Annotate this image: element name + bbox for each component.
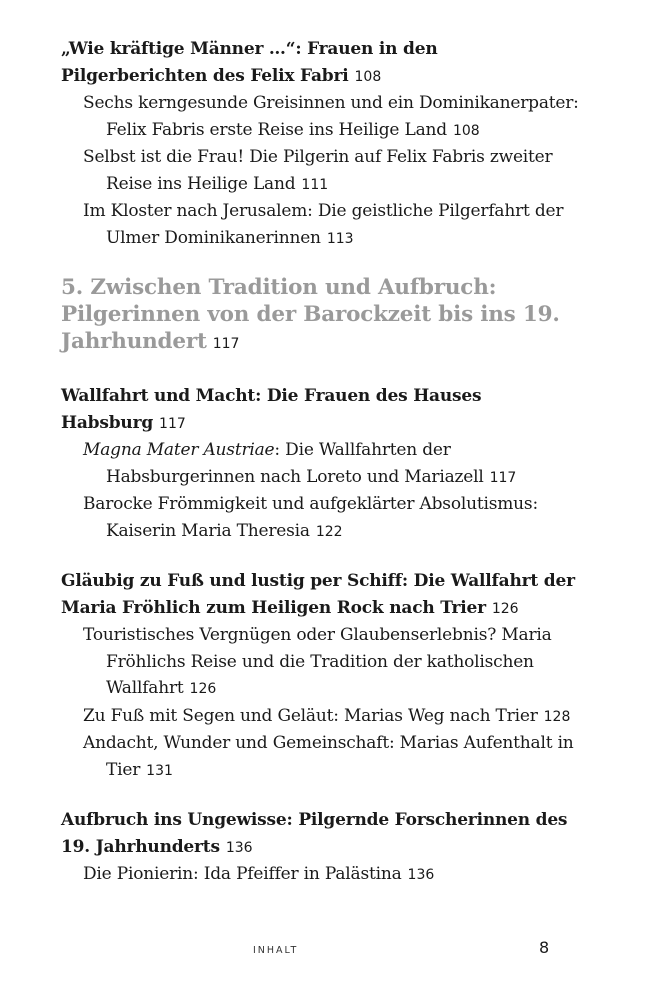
- toc-subentry: [61, 703, 581, 731]
- toc-subentry-title: Touristisches Vergnügen oder Glaubenserlebnis? Maria Fröhlichs Reise und die Tradition der katholischen Wallfahrt: [83, 625, 552, 698]
- toc-subentry-title: : Die Wallfahrten der Habsburgerinnen nach Loreto und Mariazell: [106, 440, 484, 487]
- folio-page-number: 8: [539, 938, 550, 957]
- toc-subentry-title: Barocke Frömmigkeit und aufgeklärter Absolutismus: Kaiserin Maria Theresia: [83, 494, 538, 541]
- toc-page-number: 136: [407, 867, 435, 883]
- toc-subentry: [61, 198, 581, 252]
- toc-page-number: 108: [354, 68, 382, 85]
- toc-chapter-title: 5. Zwischen Tradition und Aufbruch: Pilgerinnen von der Barockzeit bis ins 19. Jahrhundert: [61, 275, 560, 354]
- toc-subentry: [61, 144, 581, 198]
- toc-subentry-title: Andacht, Wunder und Gemeinschaft: Marias Aufenthalt in Tier: [83, 733, 574, 780]
- toc-section-heading: [61, 36, 581, 90]
- toc-section-heading: [61, 807, 581, 861]
- toc-section-title: Wallfahrt und Macht: Die Frauen des Hauses Habsburg: [61, 386, 482, 433]
- toc-chapter-heading: [61, 274, 581, 358]
- toc-page-number: 122: [315, 523, 343, 540]
- toc-subentry-title: Im Kloster nach Jerusalem: Die geistliche Pilgerfahrt der Ulmer Dominikanerinnen: [83, 201, 564, 248]
- toc-section-heading: [61, 383, 581, 437]
- toc-subentry: [61, 622, 581, 703]
- toc-page-number: 108: [452, 122, 480, 139]
- toc-subentry: [61, 437, 581, 491]
- table-of-contents: [61, 36, 581, 889]
- toc-subentry-title: Die Pionierin: Ida Pfeiffer in Palästina: [83, 864, 402, 884]
- running-footer-label: INHALT: [253, 945, 299, 956]
- toc-subentry: [61, 491, 581, 545]
- toc-page-number: 126: [491, 600, 519, 617]
- toc-page-number: 111: [301, 176, 329, 193]
- toc-page-number: 113: [326, 230, 354, 247]
- toc-section-title: Aufbruch ins Ungewisse: Pilgernde Forscherinnen des 19. Jahrhunderts: [61, 810, 568, 857]
- toc-page-number: 126: [189, 681, 217, 697]
- toc-page-number: 136: [225, 839, 253, 856]
- toc-subentry: [61, 861, 581, 889]
- toc-page-number: 117: [159, 415, 186, 432]
- toc-page-number: 117: [489, 469, 517, 486]
- toc-page-number: 131: [146, 762, 173, 779]
- toc-subentry-italic-title: Magna Mater Austriae: [83, 440, 275, 460]
- toc-subentry: [61, 730, 581, 784]
- toc-page-number: 128: [543, 708, 571, 725]
- toc-subentry-title: Selbst ist die Frau! Die Pilgerin auf Felix Fabris zweiter Reise ins Heilige Land: [83, 147, 553, 194]
- toc-section-title: Gläubig zu Fuß und lustig per Schiff: Die Wallfahrt der Maria Fröhlich zum Heiligen Rock nach Trier: [61, 571, 575, 618]
- toc-page-number: 117: [212, 336, 240, 352]
- toc-subentry-title: Sechs kerngesunde Greisinnen und ein Dominikanerpater: Felix Fabris erste Reise ins Heilige Land: [83, 93, 579, 140]
- toc-subentry: [61, 90, 581, 144]
- toc-section-title: „Wie kräftige Männer …“: Frauen in den Pilgerberichten des Felix Fabri: [61, 39, 438, 86]
- toc-section-heading: [61, 568, 581, 622]
- toc-subentry-title: Zu Fuß mit Segen und Geläut: Marias Weg nach Trier: [83, 705, 538, 726]
